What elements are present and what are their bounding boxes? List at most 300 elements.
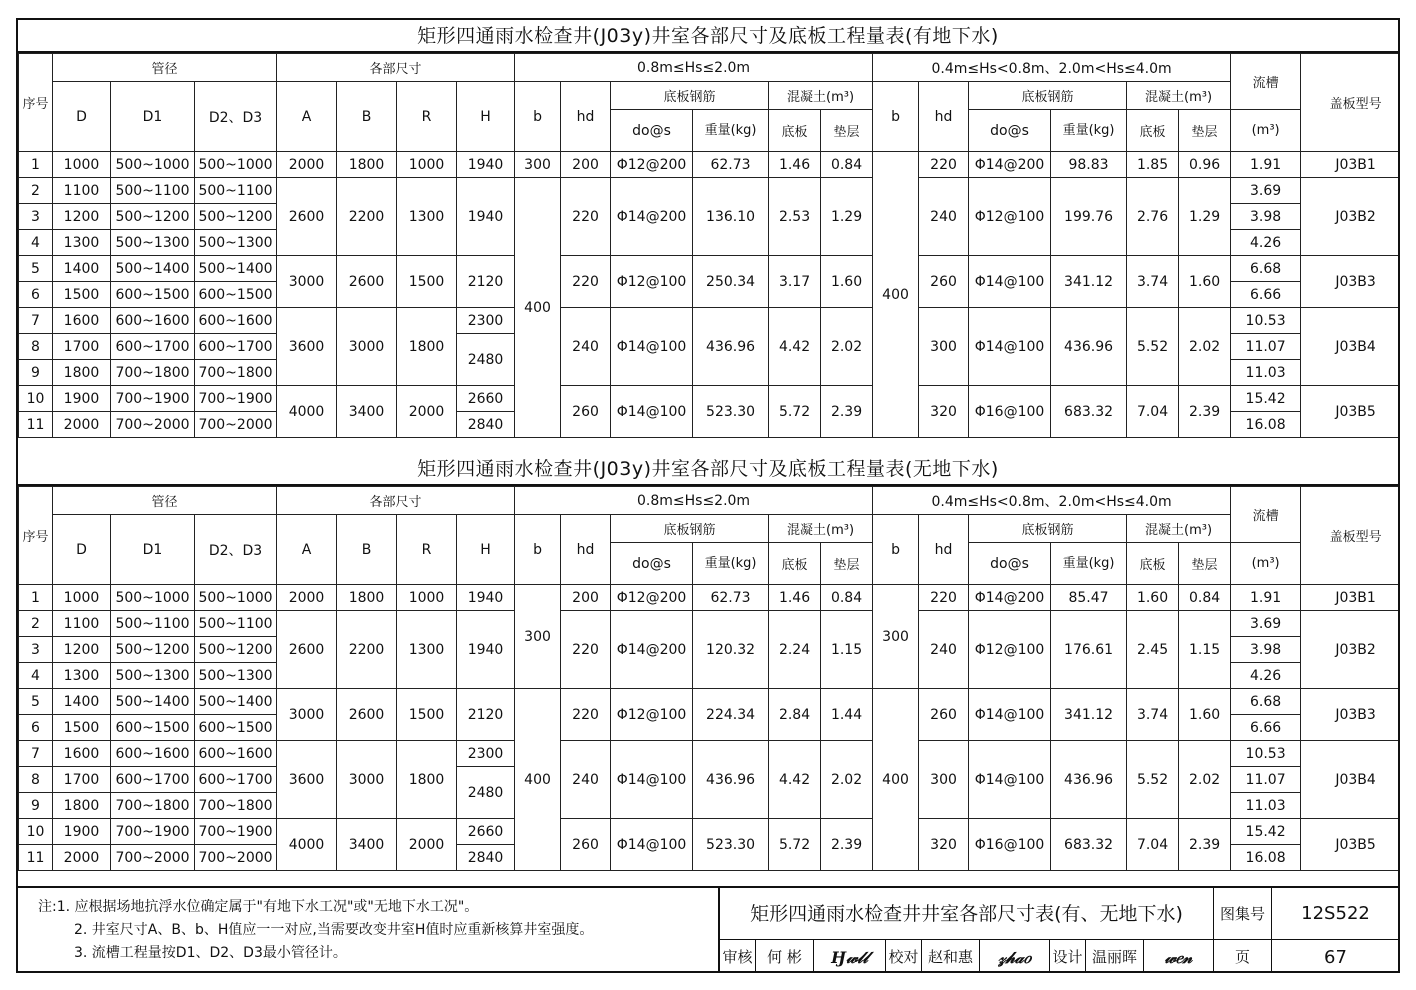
cell-r: 1300 [397, 611, 457, 689]
cell-no: 2 [19, 611, 53, 637]
cell-flow: 6.68 [1231, 689, 1301, 715]
cell-no: 3 [19, 204, 53, 230]
header-slab-2: 底板 [1127, 110, 1179, 152]
cell-cushion2: 2.39 [1179, 819, 1231, 871]
cell-no: 8 [19, 767, 53, 793]
cell-no: 1 [19, 152, 53, 178]
header-b-2: b [873, 82, 919, 152]
cell-a: 3000 [277, 689, 337, 741]
cell-weight2: 341.12 [1051, 689, 1127, 741]
cell-rebar2: Φ14@200 [969, 585, 1051, 611]
cell-no: 2 [19, 178, 53, 204]
header-cover: 盖板型号 [1301, 54, 1400, 152]
header-b: B [337, 82, 397, 152]
cell-b-width: 400 [515, 689, 561, 871]
table-row [19, 308, 1401, 334]
cell-no: 10 [19, 386, 53, 412]
cell-d23: 600~1600 [195, 308, 277, 334]
cell-no: 8 [19, 334, 53, 360]
cell-d23: 600~1500 [195, 715, 277, 741]
cell-d23: 700~2000 [195, 845, 277, 871]
cell-weight2: 436.96 [1051, 741, 1127, 819]
table-row [19, 178, 1401, 204]
cell-cushion2: 2.39 [1179, 386, 1231, 438]
cell-r: 1500 [397, 256, 457, 308]
cell-d23: 600~1500 [195, 282, 277, 308]
cell-rebar: Φ12@100 [611, 689, 693, 741]
cell-no: 9 [19, 360, 53, 386]
cell-flow: 3.98 [1231, 204, 1301, 230]
cell-h: 1940 [457, 178, 515, 256]
cell-rebar2: Φ14@100 [969, 689, 1051, 741]
cell-d: 1100 [53, 611, 111, 637]
header-hd: hd [561, 82, 611, 152]
cell-b2-width: 400 [873, 689, 919, 871]
cell-cover: J03B2 [1301, 611, 1400, 689]
header-b: B [337, 515, 397, 585]
cell-slab2: 5.52 [1127, 308, 1179, 386]
cell-h: 2480 [457, 767, 515, 819]
cell-hd: 260 [561, 386, 611, 438]
cell-weight2: 98.83 [1051, 152, 1127, 178]
header-cushion-2: 垫层 [1179, 110, 1231, 152]
header-a: A [277, 82, 337, 152]
cell-cushion2: 1.29 [1179, 178, 1231, 256]
table-title: 矩形四通雨水检查井(J03y)井室各部尺寸及底板工程量表(无地下水) [18, 453, 1398, 486]
cell-d1: 700~1800 [111, 793, 195, 819]
cell-b: 1800 [337, 585, 397, 611]
cell-slab: 5.72 [769, 386, 821, 438]
header-range-1: 0.8m≤Hs≤2.0m [515, 487, 873, 515]
cell-weight2: 85.47 [1051, 585, 1127, 611]
cell-slab: 1.46 [769, 152, 821, 178]
header-slab: 底板 [769, 110, 821, 152]
header-rebar: 底板钢筋 [611, 515, 769, 543]
cell-flow: 4.26 [1231, 663, 1301, 689]
cell-d: 1400 [53, 689, 111, 715]
cell-cover: J03B5 [1301, 819, 1400, 871]
title-block [718, 886, 1400, 973]
cell-flow: 3.98 [1231, 637, 1301, 663]
cell-hd2: 320 [919, 819, 969, 871]
header-d23: D2、D3 [195, 82, 277, 152]
cell-d: 1100 [53, 178, 111, 204]
cell-d: 1900 [53, 386, 111, 412]
cell-no: 10 [19, 819, 53, 845]
cell-d1: 500~1100 [111, 178, 195, 204]
cell-hd: 260 [561, 819, 611, 871]
cell-d23: 600~1700 [195, 334, 277, 360]
cell-slab: 4.42 [769, 741, 821, 819]
header-flow: 流槽 [1231, 487, 1301, 543]
table-row [19, 611, 1401, 637]
cell-h: 2840 [457, 412, 515, 438]
cell-flow: 1.91 [1231, 152, 1301, 178]
cell-rebar: Φ14@100 [611, 741, 693, 819]
header-b-2: b [873, 515, 919, 585]
cell-slab: 2.24 [769, 611, 821, 689]
cell-rebar: Φ14@200 [611, 611, 693, 689]
cell-d1: 500~1000 [111, 152, 195, 178]
header-r: R [397, 515, 457, 585]
cell-slab: 2.53 [769, 178, 821, 256]
cell-rebar: Φ14@100 [611, 819, 693, 871]
cell-d23: 700~1800 [195, 360, 277, 386]
cell-cover: J03B4 [1301, 308, 1400, 386]
cell-no: 7 [19, 741, 53, 767]
table-row [19, 152, 1401, 178]
cell-a: 4000 [277, 819, 337, 871]
header-dims: 各部尺寸 [277, 54, 515, 82]
cell-h: 2480 [457, 334, 515, 386]
cell-d23: 500~1100 [195, 611, 277, 637]
table-row [19, 386, 1401, 412]
header-hd-2: hd [919, 82, 969, 152]
cell-r: 1800 [397, 308, 457, 386]
cell-no: 1 [19, 585, 53, 611]
cell-flow: 3.69 [1231, 611, 1301, 637]
cell-no: 11 [19, 845, 53, 871]
cell-b: 2600 [337, 689, 397, 741]
cell-r: 2000 [397, 386, 457, 438]
cell-hd2: 260 [919, 689, 969, 741]
atlas-number: 12S522 [1272, 888, 1400, 940]
cell-d: 1800 [53, 360, 111, 386]
cell-cover: J03B1 [1301, 585, 1400, 611]
cell-a: 2000 [277, 585, 337, 611]
cell-d23: 700~1800 [195, 793, 277, 819]
cell-weight: 436.96 [693, 741, 769, 819]
header-concrete: 混凝土(m³) [769, 82, 873, 110]
cell-hd2: 240 [919, 178, 969, 256]
note-2: 2. 井室尺寸A、B、b、H值应一一对应,当需要改变井室H值时应重新核算井室强度。 [74, 922, 594, 938]
cell-rebar: Φ12@200 [611, 152, 693, 178]
cell-a: 2000 [277, 152, 337, 178]
cell-slab: 1.46 [769, 585, 821, 611]
cell-d1: 600~1700 [111, 334, 195, 360]
cell-b2-width: 400 [873, 152, 919, 438]
cell-d23: 500~1400 [195, 256, 277, 282]
cell-no: 6 [19, 715, 53, 741]
cell-d23: 500~1200 [195, 204, 277, 230]
cell-hd: 220 [561, 178, 611, 256]
cell-weight2: 176.61 [1051, 611, 1127, 689]
cell-hd: 200 [561, 152, 611, 178]
cell-cover: J03B4 [1301, 741, 1400, 819]
cell-weight: 136.10 [693, 178, 769, 256]
cell-cover: J03B2 [1301, 178, 1400, 256]
cell-d: 2000 [53, 412, 111, 438]
cell-a: 3600 [277, 741, 337, 819]
cell-h: 2120 [457, 256, 515, 308]
cell-cushion2: 1.60 [1179, 689, 1231, 741]
cell-d: 1000 [53, 152, 111, 178]
header-do-s: do@s [611, 110, 693, 152]
cell-d1: 500~1300 [111, 230, 195, 256]
header-a: A [277, 515, 337, 585]
design-label: 设计 [1050, 940, 1086, 973]
header-slab: 底板 [769, 543, 821, 585]
header-b: b [515, 82, 561, 152]
header-range-2: 0.4m≤Hs<0.8m、2.0m<Hs≤4.0m [873, 54, 1231, 82]
header-d: D [53, 82, 111, 152]
cell-d1: 600~1700 [111, 767, 195, 793]
header-do-s: do@s [611, 543, 693, 585]
cell-cover: J03B3 [1301, 256, 1400, 308]
header-concrete-2: 混凝土(m³) [1127, 515, 1231, 543]
cell-r: 1000 [397, 152, 457, 178]
cell-cushion2: 0.96 [1179, 152, 1231, 178]
cell-cushion: 1.44 [821, 689, 873, 741]
cell-weight: 250.34 [693, 256, 769, 308]
header-hd-2: hd [919, 515, 969, 585]
cell-b: 3400 [337, 819, 397, 871]
cell-h: 2840 [457, 845, 515, 871]
cell-rebar: Φ12@100 [611, 256, 693, 308]
table-row [19, 689, 1401, 715]
cell-b: 3000 [337, 741, 397, 819]
cell-cushion2: 1.60 [1179, 256, 1231, 308]
cell-flow: 6.66 [1231, 282, 1301, 308]
cell-d1: 700~1900 [111, 819, 195, 845]
cell-rebar2: Φ12@100 [969, 611, 1051, 689]
cell-cushion2: 0.84 [1179, 585, 1231, 611]
cell-h: 2300 [457, 741, 515, 767]
cell-rebar: Φ14@200 [611, 178, 693, 256]
cell-d1: 700~1900 [111, 386, 195, 412]
cell-no: 5 [19, 256, 53, 282]
cell-h: 1940 [457, 611, 515, 689]
cell-no: 4 [19, 230, 53, 256]
table-row [19, 256, 1401, 282]
cell-d: 1300 [53, 663, 111, 689]
cell-slab2: 2.45 [1127, 611, 1179, 689]
header-h: H [457, 82, 515, 152]
cell-d1: 700~2000 [111, 412, 195, 438]
header-pipe: 管径 [53, 54, 277, 82]
reviewer-signature: Ӈ𝓌𝓁𝓁 [814, 940, 886, 973]
cell-b: 2200 [337, 611, 397, 689]
cell-b: 2600 [337, 256, 397, 308]
page-label: 页 [1214, 940, 1272, 973]
cell-b2-width: 300 [873, 585, 919, 689]
note-1: 注:1. 应根据场地抗浮水位确定属于"有地下水工况"或"无地下水工况"。 [38, 899, 479, 915]
cell-cushion: 1.15 [821, 611, 873, 689]
cell-slab2: 3.74 [1127, 256, 1179, 308]
cell-d1: 600~1600 [111, 308, 195, 334]
cell-flow: 10.53 [1231, 308, 1301, 334]
atlas-label: 图集号 [1214, 888, 1272, 940]
cell-slab2: 3.74 [1127, 689, 1179, 741]
cell-hd: 240 [561, 308, 611, 386]
header-range-1: 0.8m≤Hs≤2.0m [515, 54, 873, 82]
cell-cushion2: 1.15 [1179, 611, 1231, 689]
cell-weight: 224.34 [693, 689, 769, 741]
cell-d1: 700~2000 [111, 845, 195, 871]
check-label: 校对 [886, 940, 922, 973]
note-3: 3. 流槽工程量按D1、D2、D3最小管径计。 [74, 945, 347, 961]
cell-weight: 62.73 [693, 585, 769, 611]
header-cover: 盖板型号 [1301, 487, 1400, 585]
cell-d23: 500~1300 [195, 230, 277, 256]
cell-flow: 15.42 [1231, 386, 1301, 412]
cell-rebar2: Φ14@100 [969, 256, 1051, 308]
cell-d1: 500~1100 [111, 611, 195, 637]
cell-b-width: 300 [515, 585, 561, 689]
drawing-title: 矩形四通雨水检查井井室各部尺寸表(有、无地下水) [720, 888, 1214, 940]
header-seq: 序号 [19, 54, 53, 152]
cell-weight: 523.30 [693, 386, 769, 438]
cell-hd: 220 [561, 611, 611, 689]
cell-flow: 4.26 [1231, 230, 1301, 256]
quantity-table [18, 53, 1400, 438]
cell-no: 3 [19, 637, 53, 663]
cell-slab: 4.42 [769, 308, 821, 386]
header-r: R [397, 82, 457, 152]
cell-d: 1900 [53, 819, 111, 845]
cell-d23: 700~2000 [195, 412, 277, 438]
cell-rebar2: Φ14@100 [969, 308, 1051, 386]
header-cushion: 垫层 [821, 543, 873, 585]
cell-hd: 200 [561, 585, 611, 611]
cell-hd2: 260 [919, 256, 969, 308]
cell-rebar2: Φ16@100 [969, 819, 1051, 871]
cell-flow: 15.42 [1231, 819, 1301, 845]
cell-no: 9 [19, 793, 53, 819]
cell-cushion2: 2.02 [1179, 741, 1231, 819]
cell-d1: 500~1400 [111, 256, 195, 282]
cell-slab2: 7.04 [1127, 819, 1179, 871]
cell-flow: 11.03 [1231, 360, 1301, 386]
header-dims: 各部尺寸 [277, 487, 515, 515]
cell-d: 1500 [53, 715, 111, 741]
cell-d1: 500~1300 [111, 663, 195, 689]
cell-flow: 11.07 [1231, 767, 1301, 793]
cell-flow: 16.08 [1231, 412, 1301, 438]
cell-hd2: 320 [919, 386, 969, 438]
header-weight-2: 重量(kg) [1051, 543, 1127, 585]
cell-d23: 700~1900 [195, 819, 277, 845]
header-weight: 重量(kg) [693, 110, 769, 152]
cell-no: 4 [19, 663, 53, 689]
cell-d: 1200 [53, 204, 111, 230]
cell-cushion: 1.60 [821, 256, 873, 308]
header-concrete: 混凝土(m³) [769, 515, 873, 543]
cell-cushion2: 2.02 [1179, 308, 1231, 386]
cell-flow: 6.68 [1231, 256, 1301, 282]
notes [38, 896, 718, 965]
cell-d1: 500~1000 [111, 585, 195, 611]
cell-d23: 600~1700 [195, 767, 277, 793]
cell-d23: 500~1000 [195, 152, 277, 178]
cell-d: 1600 [53, 741, 111, 767]
footer [18, 886, 1398, 973]
cell-d: 1000 [53, 585, 111, 611]
cell-slab: 3.17 [769, 256, 821, 308]
header-do-s-2: do@s [969, 543, 1051, 585]
cell-d23: 700~1900 [195, 386, 277, 412]
page-number: 67 [1272, 940, 1400, 973]
table-row [19, 585, 1401, 611]
header-d: D [53, 515, 111, 585]
header-pipe: 管径 [53, 487, 277, 515]
cell-h: 2300 [457, 308, 515, 334]
cell-rebar: Φ12@200 [611, 585, 693, 611]
cell-rebar2: Φ16@100 [969, 386, 1051, 438]
header-seq: 序号 [19, 487, 53, 585]
cell-d23: 500~1300 [195, 663, 277, 689]
cell-no: 7 [19, 308, 53, 334]
cell-d: 1500 [53, 282, 111, 308]
cell-flow: 3.69 [1231, 178, 1301, 204]
quantity-table [18, 486, 1400, 871]
review-label: 审核 [720, 940, 756, 973]
cell-cushion: 2.02 [821, 308, 873, 386]
cell-h: 1940 [457, 585, 515, 611]
header-flow-unit: (m³) [1231, 110, 1301, 152]
cell-slab: 5.72 [769, 819, 821, 871]
cell-b: 3000 [337, 308, 397, 386]
table-row [19, 819, 1401, 845]
cell-rebar2: Φ14@200 [969, 152, 1051, 178]
header-flow-unit: (m³) [1231, 543, 1301, 585]
cell-cushion: 1.29 [821, 178, 873, 256]
cell-d1: 700~1800 [111, 360, 195, 386]
cell-h: 2660 [457, 819, 515, 845]
cell-flow: 16.08 [1231, 845, 1301, 871]
cell-weight2: 199.76 [1051, 178, 1127, 256]
header-concrete-2: 混凝土(m³) [1127, 82, 1231, 110]
cell-flow: 10.53 [1231, 741, 1301, 767]
table-without-groundwater [18, 453, 1398, 886]
cell-no: 5 [19, 689, 53, 715]
cell-d: 1600 [53, 308, 111, 334]
cell-cushion: 2.39 [821, 819, 873, 871]
header-weight: 重量(kg) [693, 543, 769, 585]
cell-flow: 1.91 [1231, 585, 1301, 611]
cell-slab2: 7.04 [1127, 386, 1179, 438]
cell-a: 3600 [277, 308, 337, 386]
cell-r: 1800 [397, 741, 457, 819]
cell-a: 3000 [277, 256, 337, 308]
cell-d23: 600~1600 [195, 741, 277, 767]
cell-cushion: 0.84 [821, 152, 873, 178]
cell-d23: 500~1200 [195, 637, 277, 663]
cell-d: 1700 [53, 767, 111, 793]
cell-slab2: 1.60 [1127, 585, 1179, 611]
cell-a: 4000 [277, 386, 337, 438]
cell-d23: 500~1000 [195, 585, 277, 611]
cell-hd: 220 [561, 689, 611, 741]
cell-flow: 11.03 [1231, 793, 1301, 819]
header-rebar-2: 底板钢筋 [969, 82, 1127, 110]
cell-hd2: 220 [919, 585, 969, 611]
cell-d1: 600~1500 [111, 282, 195, 308]
cell-d23: 500~1400 [195, 689, 277, 715]
cell-rebar: Φ14@100 [611, 386, 693, 438]
cell-weight: 62.73 [693, 152, 769, 178]
cell-h: 2120 [457, 689, 515, 741]
designer-name: 温丽晖 [1086, 940, 1144, 973]
cell-rebar2: Φ14@100 [969, 741, 1051, 819]
cell-b-width: 400 [515, 178, 561, 438]
cell-d: 1400 [53, 256, 111, 282]
cell-cushion: 2.02 [821, 741, 873, 819]
cell-hd2: 300 [919, 741, 969, 819]
cell-cushion: 2.39 [821, 386, 873, 438]
cell-cover: J03B5 [1301, 386, 1400, 438]
header-do-s-2: do@s [969, 110, 1051, 152]
